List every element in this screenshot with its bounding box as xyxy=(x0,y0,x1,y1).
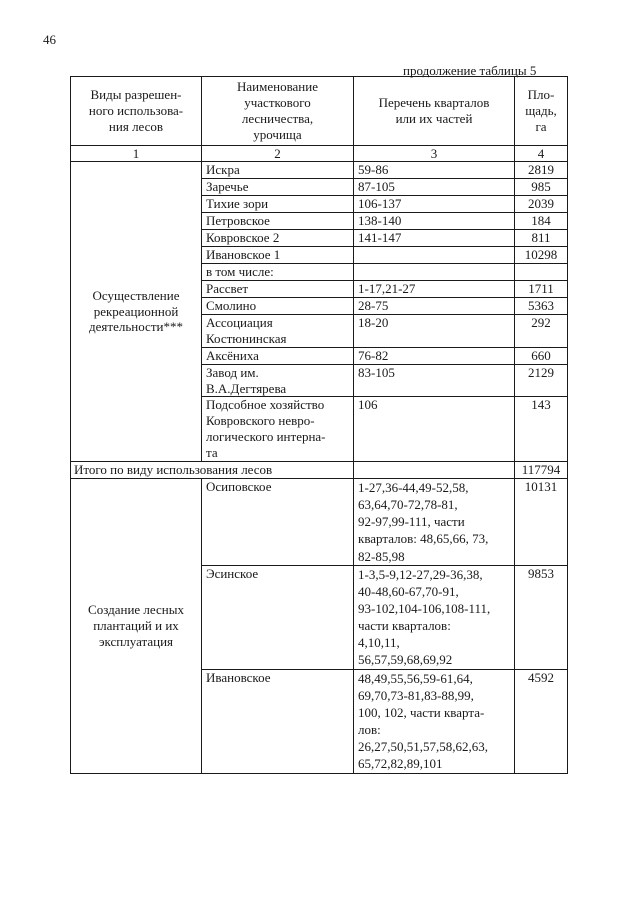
area-value xyxy=(515,264,568,281)
column-number: 2 xyxy=(202,146,354,162)
forestry-name: Ивановское xyxy=(202,669,354,773)
quarters-list xyxy=(354,247,515,264)
area-value: 811 xyxy=(515,230,568,247)
total-row xyxy=(71,461,568,478)
area-value: 660 xyxy=(515,347,568,364)
forestry-name: Подсобное хозяйство Ковровского невро- логического интерна- та xyxy=(202,397,354,461)
area-value: 292 xyxy=(515,315,568,348)
forestry-name: Осиповское xyxy=(202,478,354,565)
table-row xyxy=(71,478,568,565)
area-value: 2039 xyxy=(515,196,568,213)
table-row xyxy=(71,162,568,179)
forestry-name: Эсинское xyxy=(202,565,354,669)
area-value: 10298 xyxy=(515,247,568,264)
quarters-list: 87-105 xyxy=(354,179,515,196)
forestry-name: Рассвет xyxy=(202,281,354,298)
header-area: Пло- щадь, га xyxy=(515,77,568,146)
quarters-list: 76-82 xyxy=(354,347,515,364)
total-area-value: 117794 xyxy=(515,461,568,478)
forestry-name: Ивановское 1 xyxy=(202,247,354,264)
forestry-name: Смолино xyxy=(202,298,354,315)
use-type-recreation: Осуществление рекреационной деятельности*** xyxy=(71,162,202,462)
quarters-list: 138-140 xyxy=(354,213,515,230)
forestry-name: Заречье xyxy=(202,179,354,196)
forestry-name: Ассоциация Костюнинская xyxy=(202,315,354,348)
forest-use-table xyxy=(70,76,568,774)
area-value: 2819 xyxy=(515,162,568,179)
forestry-name: Искра xyxy=(202,162,354,179)
area-value: 1711 xyxy=(515,281,568,298)
area-value: 4592 xyxy=(515,669,568,773)
area-value: 2129 xyxy=(515,364,568,397)
use-type-plantations: Создание лесных плантаций и их эксплуатация xyxy=(71,478,202,773)
table-header-row xyxy=(71,77,568,146)
forestry-name: Ковровское 2 xyxy=(202,230,354,247)
forestry-name: Аксёниха xyxy=(202,347,354,364)
forestry-name: Петровское xyxy=(202,213,354,230)
area-value: 985 xyxy=(515,179,568,196)
quarters-list: 106-137 xyxy=(354,196,515,213)
quarters-list: 141-147 xyxy=(354,230,515,247)
header-forestry-name: Наименование участкового лесничества, урочища xyxy=(202,77,354,146)
area-value: 184 xyxy=(515,213,568,230)
quarters-list: 106 xyxy=(354,397,515,461)
table-continuation-caption: продолжение таблицы 5 xyxy=(403,63,537,78)
quarters-list: 59-86 xyxy=(354,162,515,179)
column-number: 3 xyxy=(354,146,515,162)
quarters-list: 83-105 xyxy=(354,364,515,397)
quarters-list: 1-27,36-44,49-52,58, 63,64,70-72,78-81, 92-97,99-111, части кварталов: 48,65,66, 73, 82-85,98 xyxy=(354,478,515,565)
quarters-list: 28-75 xyxy=(354,298,515,315)
area-value: 9853 xyxy=(515,565,568,669)
quarters-list: 48,49,55,56,59-61,64, 69,70,73-81,83-88,99, 100, 102, части кварта- лов: 26,27,50,51,57,58,62,63, 65,72,82,89,101 xyxy=(354,669,515,773)
area-value: 143 xyxy=(515,397,568,461)
total-label: Итого по виду использования лесов xyxy=(71,461,354,478)
quarters-list: 1-17,21-27 xyxy=(354,281,515,298)
total-quarters-empty xyxy=(354,461,515,478)
quarters-list xyxy=(354,264,515,281)
column-number-row xyxy=(71,146,568,162)
forestry-name: Тихие зори xyxy=(202,196,354,213)
header-use-type: Виды разрешен- ного использова- ния лесов xyxy=(71,77,202,146)
quarters-list: 18-20 xyxy=(354,315,515,348)
area-value: 10131 xyxy=(515,478,568,565)
forestry-name: Завод им. В.А.Дегтярева xyxy=(202,364,354,397)
column-number: 1 xyxy=(71,146,202,162)
quarters-list: 1-3,5-9,12-27,29-36,38, 40-48,60-67,70-91, 93-102,104-106,108-111, части кварталов: 4,10,11, 56,57,59,68,69,92 xyxy=(354,565,515,669)
forestry-name: в том числе: xyxy=(202,264,354,281)
header-quarters-list: Перечень кварталов или их частей xyxy=(354,77,515,146)
page-number: 46 xyxy=(43,32,56,47)
area-value: 5363 xyxy=(515,298,568,315)
column-number: 4 xyxy=(515,146,568,162)
